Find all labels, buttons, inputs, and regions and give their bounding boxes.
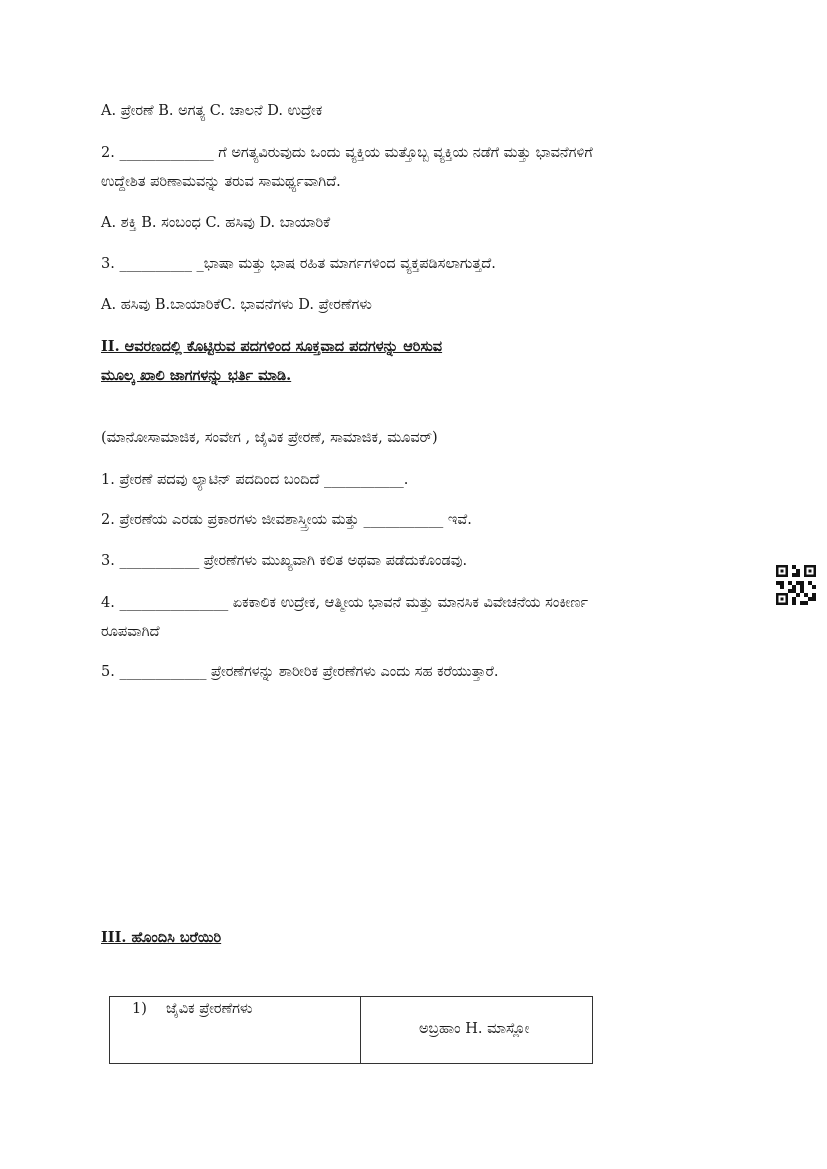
word-bank: (ಮಾನೋಸಾಮಾಜಿಕ, ಸಂವೇಗ , ಜೈವಿಕ ಪ್ರೇರಣೆ, ಸಾಮಾಜಿಕ, ಮೂವರ್) (101, 430, 438, 446)
q2-text-line2: ಉದ್ದೇಶಿತ ಪರಿಣಾಮವನ್ನು ತರುವ ಸಾಮರ್ಥ್ಯವಾಗಿದೆ. (101, 174, 341, 190)
left-term: ಜೈವಿಕ ಪ್ರೇರಣೆಗಳು (166, 1001, 253, 1017)
fill-blank-item: 5. ____________ ಪ್ರೇರಣೆಗಳನ್ನು ಶಾರೀರಿಕ ಪ್ರೇರಣೆಗಳು ಎಂದು ಸಹ ಕರೆಯುತ್ತಾರೆ. (101, 664, 499, 680)
match-right-cell (361, 997, 593, 1064)
q1-options: A. ಪ್ರೇರಣೆ B. ಅಗತ್ಯ C. ಚಾಲನೆ D. ಉದ್ರೇಕ (101, 103, 323, 119)
q2-options: A. ಶಕ್ತಿ B. ಸಂಬಂಧ C. ಹಸಿವು D. ಬಾಯಾರಿಕೆ (101, 215, 331, 231)
match-left-cell (110, 997, 361, 1064)
qr-code-icon (776, 565, 816, 605)
q2-text-line1: 2. _____________ ಗೆ ಅಗತ್ಯವಿರುವುದು ಒಂದು ವ್ಯಕ್ತಿಯ ಮತ್ತೊಬ್ಬ ವ್ಯಕ್ತಿಯ ನಡೆಗೆ ಮತ್ತು ಭಾವನೆಗಳಿಗೆ (101, 145, 593, 161)
q3-text: 3. __________ _ಭಾಷಾ ಮತ್ತು ಭಾಷ ರಹಿತ ಮಾರ್ಗಗಳಿಂದ ವ್ಯಕ್ತಪಡಿಸಲಾಗುತ್ತದೆ. (101, 256, 496, 272)
match-table (109, 996, 593, 1064)
row-number: 1) (132, 1001, 147, 1017)
section-iii-heading: III. ಹೊಂದಿಸಿ ಬರೆಯಿರಿ (101, 929, 222, 946)
fill-blank-item-continued: ರೂಪವಾಗಿದೆ (101, 624, 160, 640)
table-row (110, 997, 593, 1064)
section-ii-heading-line1: II. ಆವರಣದಲ್ಲಿ ಕೊಟ್ಟಿರುವ ಪದಗಳಿಂದ ಸೂಕ್ತವಾದ ಪದಗಳನ್ನು ಆರಿಸುವ (101, 338, 443, 355)
section-ii-heading-line2: ಮೂಲ್ಕ ಖಾಲಿ ಜಾಗಗಳನ್ನು ಭರ್ತಿ ಮಾಡಿ. (101, 367, 292, 384)
fill-blank-item: 2. ಪ್ರೇರಣೆಯ ಎರಡು ಪ್ರಕಾರಗಳು ಜೀವಶಾಸ್ತ್ರೀಯ ಮತ್ತು ___________ ಇವೆ. (101, 512, 472, 528)
right-term: ಅಬ್ರಹಾಂ H. ಮಾಸ್ಲೋ (419, 1021, 530, 1037)
fill-blank-item: 3. ___________ ಪ್ರೇರಣೆಗಳು ಮುಖ್ಯವಾಗಿ ಕಲಿತ ಅಥವಾ ಪಡೆದುಕೊಂಡವು. (101, 553, 468, 569)
fill-blank-item: 1. ಪ್ರೇರಣೆ ಪದವು ಲ್ಯಾಟಿನ್ ಪದದಿಂದ ಬಂದಿದೆ ___________. (101, 472, 409, 488)
q3-options: A. ಹಸಿವು B.ಬಾಯಾರಿಕೆC. ಭಾವನೆಗಳು D. ಪ್ರೇರಣೆಗಳು (101, 297, 372, 313)
fill-blank-item: 4. _______________ ಏಕಕಾಲಿಕ ಉದ್ರೇಕ, ಆತ್ಮೀಯ ಭಾವನೆ ಮತ್ತು ಮಾನಸಿಕ ವಿವೇಚನೆಯ ಸಂಕೀರ್ಣ (101, 595, 588, 611)
